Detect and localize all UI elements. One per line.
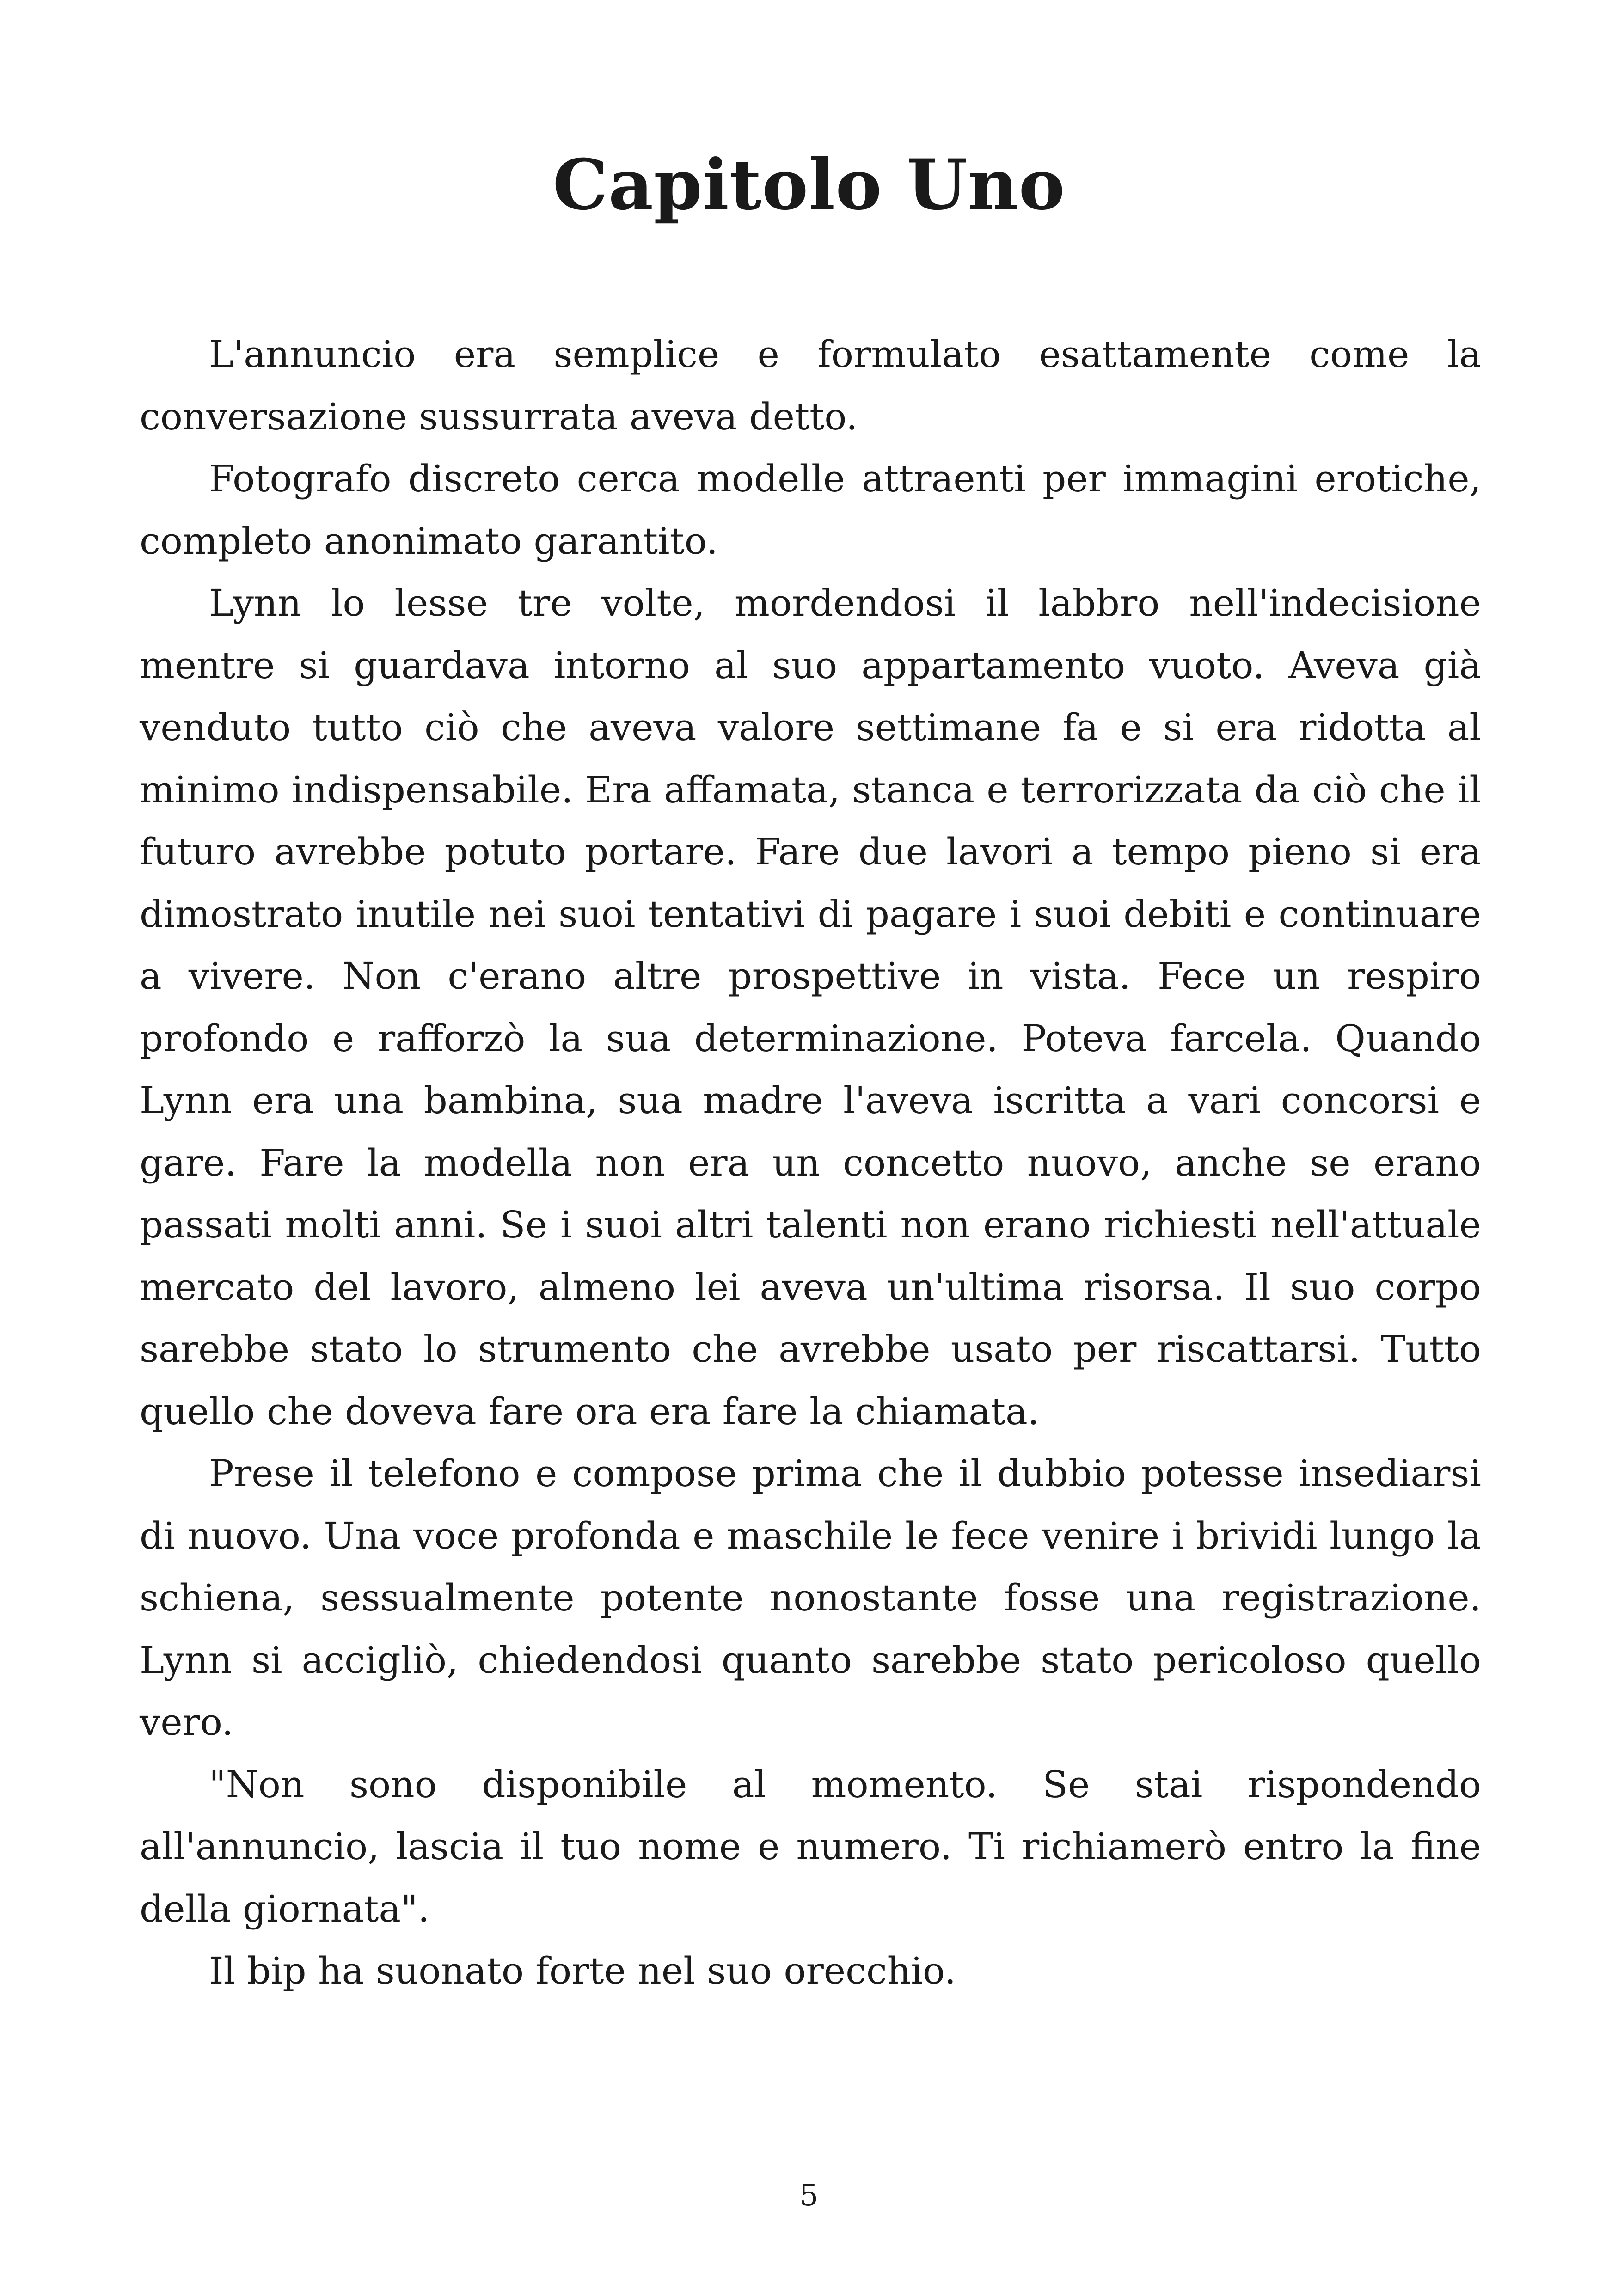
chapter-body xyxy=(140,324,1481,2002)
paragraph: Fotografo discreto cerca modelle attraenti per immagini erotiche, completo anonimato garantito. xyxy=(140,457,1481,563)
paragraph: Lynn lo lesse tre volte, mordendosi il labbro nell'indecisione mentre si guardava intorno al suo appartamento vuoto. Aveva già venduto tutto ciò che aveva valore settimane fa e si era ridotta al minimo indispensabile. Era affamata, stanca e terrorizzata da ciò che il futuro avrebbe potuto portare. Fare due lavori a tempo pieno si era dimostrato inutile nei suoi tentativi di pagare i suoi debiti e continuare a vivere. Non c'erano altre prospettive in vista. Fece un respiro profondo e rafforzò la sua determinazione. Poteva farcela. Quando Lynn era una bambina, sua madre l'aveva iscritta a vari concorsi e gare. Fare la modella non era un concetto nuovo, anche se erano passati molti anni. Se i suoi altri talenti non erano richiesti nell'attuale mercato del lavoro, almeno lei aveva un'ultima risorsa. Il suo corpo sarebbe stato lo strumento che avrebbe usato per riscattarsi. Tutto quello che doveva fare ora era fare la chiamata. xyxy=(140,582,1481,1433)
paragraph: L'annuncio era semplice e formulato esattamente come la conversazione sussurrata aveva detto. xyxy=(140,333,1481,438)
paragraph: "Non sono disponibile al momento. Se stai rispondendo all'annuncio, lascia il tuo nome e numero. Ti richiamerò entro la fine della giornata". xyxy=(140,1763,1481,1930)
chapter-title: Capitolo Uno xyxy=(552,144,1066,226)
paragraph: Prese il telefono e compose prima che il dubbio potesse insediarsi di nuovo. Una voce profonda e maschile le fece venire i brividi lungo la schiena, sessualmente potente nonostante fosse una registrazione. Lynn si accigliò, chiedendosi quanto sarebbe stato pericoloso quello vero. xyxy=(140,1452,1481,1744)
page-number: 5 xyxy=(799,2179,819,2213)
paragraph: Il bip ha suonato forte nel suo orecchio. xyxy=(209,1949,956,1992)
